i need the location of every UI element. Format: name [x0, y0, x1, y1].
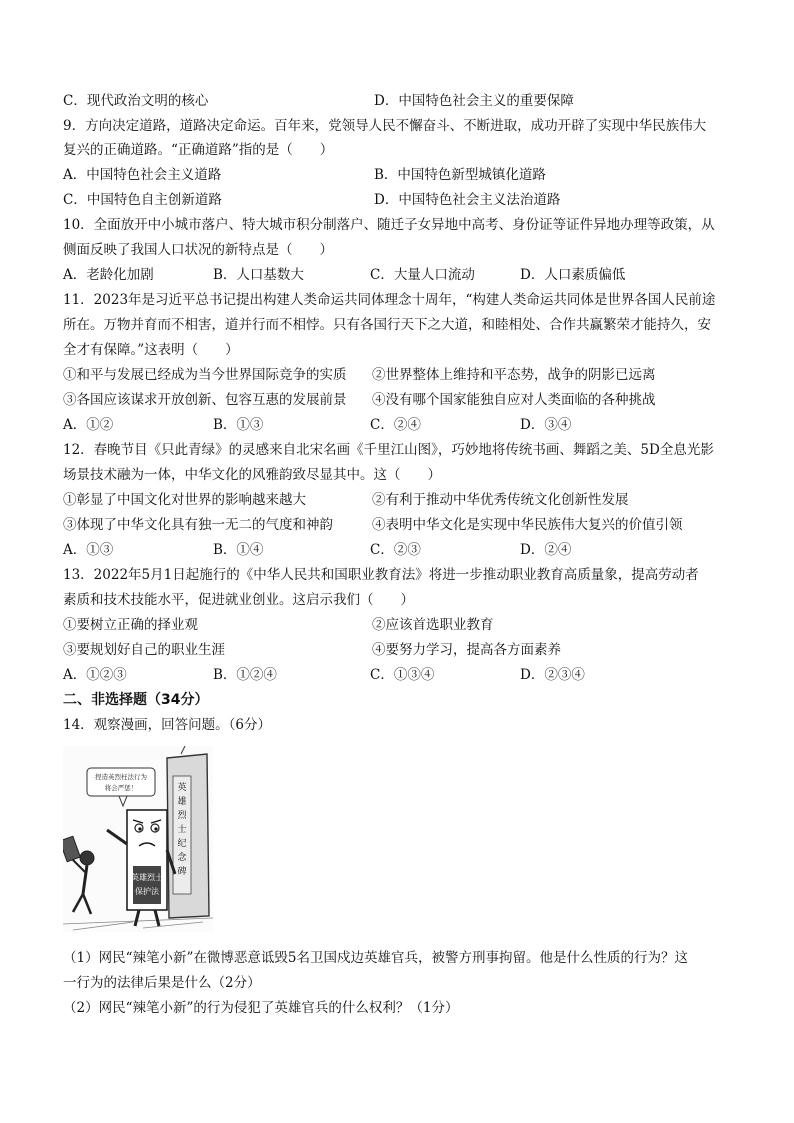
q12-stem-line-2: 场景技术融为一体，中华文化的风雅韵致尽显其中。这（ ）	[63, 467, 441, 483]
q13-option-a: A．①②③	[63, 667, 127, 683]
q13-statement-2: ②应该首选职业教育	[372, 617, 494, 633]
q13-option-b: B．①②④	[213, 667, 277, 683]
q12-option-c: C．②③	[370, 542, 421, 558]
q13-stem-line-2: 素质和技术技能水平，促进就业创业。这启示我们（ ）	[63, 592, 414, 608]
q12-statement-3: ③体现了中华文化具有独一无二的气度和神韵	[63, 517, 333, 533]
q10-stem-line-2: 侧面反映了我国人口状况的新特点是（ ）	[63, 242, 333, 258]
q9-stem-line-1: 9．方向决定道路，道路决定命运。百年来，党领导人民不懈奋斗、不断进取，成功开辟了实现中华民族伟大	[63, 118, 707, 134]
monument-char-7: 碑	[177, 867, 187, 877]
bubble-text-line-2: 将会严惩！	[104, 784, 138, 792]
monument-char-3: 烈	[177, 811, 187, 821]
q9-option-d: D．中国特色社会主义法治道路	[374, 192, 561, 208]
monument-char-5: 纪	[177, 839, 187, 849]
monument-char-4: 士	[177, 825, 187, 835]
q12-statement-4: ④表明中华文化是实现中华民族伟大复兴的价值引领	[372, 517, 683, 533]
monument-char-6: 念	[177, 853, 187, 863]
q11-statement-3: ③各国应该谋求开放创新、包容互惠的发展前景	[63, 392, 347, 408]
q8-option-d: D．中国特色社会主义的重要保障	[374, 93, 574, 109]
cartoon-illustration	[63, 746, 213, 932]
q9-stem-line-2: 复兴的正确道路。“正确道路”指的是（ ）	[63, 142, 334, 158]
q8-option-c: C．现代政治文明的核心	[63, 93, 209, 109]
q11-option-c: C．②④	[370, 417, 421, 433]
q11-stem-line-1: 11．2023年是习近平总书记提出构建人类命运共同体理念十周年，“构建人类命运共同体是世界各国人民前途	[63, 292, 716, 308]
q11-option-a: A．①②	[63, 417, 114, 433]
q13-statement-4: ④要努力学习，提高各方面素养	[372, 642, 561, 658]
q14-subquestion-1-line-2: 一行为的法律后果是什么（2分）	[63, 975, 261, 991]
q14-stem: 14．观察漫画，回答问题。（6分）	[63, 717, 272, 733]
q13-statement-1: ①要树立正确的择业观	[63, 617, 198, 633]
q10-option-d: D．人口素质偏低	[520, 267, 626, 283]
q11-option-d: D．③④	[520, 417, 572, 433]
memorial-monument	[167, 746, 209, 918]
q12-statement-2: ②有利于推动中华优秀传统文化创新性发展	[372, 492, 629, 508]
q13-statement-3: ③要规划好自己的职业生涯	[63, 642, 225, 658]
q9-option-a: A．中国特色社会主义道路	[63, 167, 222, 183]
q10-option-a: A．老龄化加剧	[63, 267, 154, 283]
q12-option-a: A．①③	[63, 542, 114, 558]
q12-statement-1: ①彰显了中国文化对世界的影响越来越大	[63, 492, 306, 508]
q12-option-b: B．①④	[213, 542, 264, 558]
q11-statement-2: ②世界整体上维持和平态势，战争的阴影已远离	[372, 367, 656, 383]
q12-option-d: D．②④	[520, 542, 572, 558]
q11-stem-line-3: 全才有保障。”这表明（ ）	[63, 342, 239, 358]
q12-stem-line-1: 12．春晚节目《只此青绿》的灵感来自北宋名画《千里江山图》，巧妙地将传统书画、舞蹈之美、5D全息光影	[63, 442, 714, 458]
q11-statement-1: ①和平与发展已经成为当今世界国际竞争的实质	[63, 367, 347, 383]
q10-option-c: C．大量人口流动	[370, 267, 475, 283]
q10-stem-line-1: 10．全面放开中小城市落户、特大城市积分制落户、随迁子女异地中高考、身份证等证件异地办理等政策，从	[63, 217, 715, 233]
monument-char-1: 英	[177, 783, 187, 793]
q11-statement-4: ④没有哪个国家能独自应对人类面临的各种挑战	[372, 392, 656, 408]
q11-option-b: B．①③	[213, 417, 264, 433]
monument-char-2: 雄	[177, 797, 187, 807]
bubble-text-line-1: 捏造英烈枉法行为	[95, 773, 147, 781]
q10-option-b: B．人口基数大	[213, 267, 304, 283]
q13-option-c: C．①③④	[370, 667, 435, 683]
section-heading-non-choice: 二、非选择题（34分）	[63, 692, 209, 708]
book-title-line-2: 保护法	[135, 887, 159, 896]
q9-option-b: B．中国特色新型城镇化道路	[374, 167, 546, 183]
q13-option-d: D．②③④	[520, 667, 585, 683]
q14-subquestion-2: （2）网民“辣笔小新”的行为侵犯了英雄官兵的什么权利？（1分）	[63, 1000, 459, 1016]
q9-option-c: C．中国特色自主创新道路	[63, 192, 222, 208]
book-title-line-1: 英雄烈士	[131, 873, 163, 882]
q14-subquestion-1-line-1: （1）网民“辣笔小新”在微博恶意诋毁5名卫国戍边英雄官兵，被警方刑事拘留。他是什么性质的行为？这	[63, 950, 688, 966]
q13-stem-line-1: 13．2022年5月1日起施行的《中华人民共和国职业教育法》将进一步推动职业教育高质量象，提高劳动者	[63, 567, 699, 583]
q11-stem-line-2: 所在。万物并育而不相害，道并行而不相悖。只有各国行天下之大道，和睦相处、合作共赢繁荣才能持久，安	[63, 317, 711, 333]
